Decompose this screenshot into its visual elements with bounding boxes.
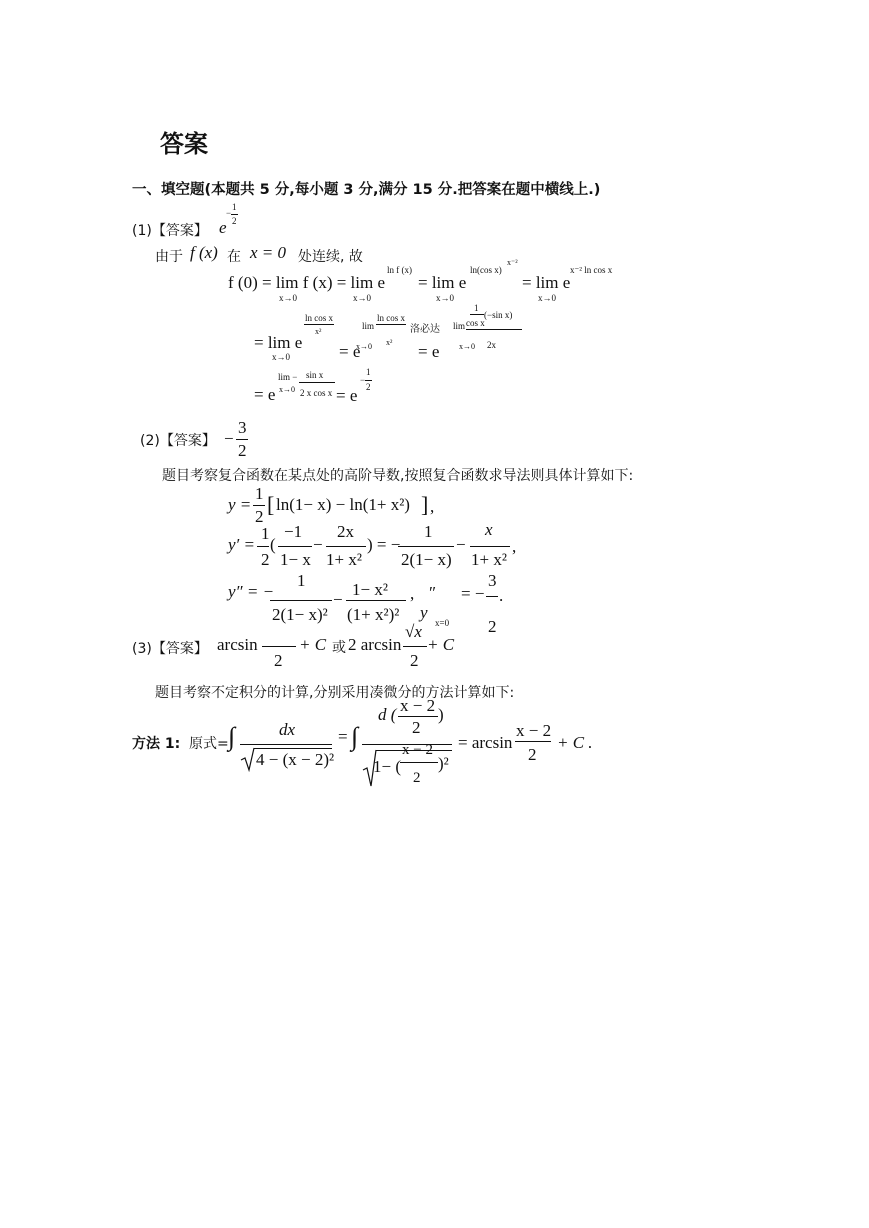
q2-l2-minus2: −: [456, 535, 466, 554]
q2-l2-f4-den: 1+ x²: [471, 550, 507, 569]
q3-int2: ∫: [351, 722, 359, 751]
q1-line1-sub-c: x→0: [436, 293, 454, 303]
q1-line3-eq: = e: [336, 386, 358, 405]
q1-line1-exp2: ln(cos x): [470, 265, 502, 275]
q3-ans-c2: + C: [427, 635, 455, 654]
q1-line3-exp-den: 2: [366, 382, 371, 392]
q2-l2-f2-den: 1+ x²: [326, 550, 362, 569]
q2-l1-body: ln(1− x) − ln(1+ x²): [276, 495, 410, 514]
q1-line3-lim: lim −: [278, 372, 298, 382]
q2-l3-f3-num: 3: [488, 571, 497, 590]
q1-line2-exp-den: x²: [315, 327, 322, 336]
q1-line3-lim-sub: x→0: [279, 385, 295, 394]
q1-line2-rule: 洛必达: [410, 324, 440, 335]
q2-l2-f2-num: 2x: [337, 522, 354, 541]
q1-line1-exp1: ln f (x): [387, 265, 412, 275]
q1-line2-frac-num: ln cos x: [377, 313, 405, 323]
q2-l1-lhs: y =: [228, 495, 252, 514]
q3-f2-num-d: d (: [378, 705, 397, 724]
q2-answer-sign: −: [224, 429, 234, 448]
q1-line3-exp: −: [360, 375, 366, 385]
q3-sqrt1-icon: [240, 746, 256, 772]
q1-line2-sub: x→0: [272, 352, 290, 362]
q1-line2-b-num-pre: 1: [474, 303, 479, 313]
q2-l2-f3-den: 2(1− x): [401, 550, 452, 569]
q2-l1-end: ,: [430, 497, 435, 516]
q1-line2-lim-b: lim: [453, 321, 466, 331]
q1-line1-sub-d: x→0: [538, 293, 556, 303]
q3-eq2: = arcsin: [458, 733, 513, 752]
q3-f2-num-close: ): [438, 705, 444, 724]
q3-f2-den-num: x − 2: [402, 742, 433, 758]
q1-line1-sub-a: x→0: [279, 293, 297, 303]
q1-line2-lim-sub-b: x→0: [459, 342, 475, 351]
q3-eq1: =: [338, 727, 348, 746]
q3-f2-num-inner-den: 2: [412, 718, 421, 737]
q2-l3-f2-den: (1+ x²)²: [347, 605, 400, 624]
q2-l3-f3-den: 2: [488, 617, 497, 636]
q2-l2-minus: −: [313, 535, 323, 554]
q1-line2-b-num-post: (−sin x): [484, 310, 513, 320]
q2-intro: 题目考察复合函数在某点处的高阶导数,按照复合函数求导法则具体计算如下:: [162, 468, 634, 484]
q3-f2-den-close: )²: [438, 754, 449, 773]
q2-l3-sub: x=0: [435, 618, 450, 628]
q2-l3-lhs: y″ = −: [228, 582, 275, 601]
q3-end: + C .: [557, 733, 593, 752]
q1-line2-exp-num: ln cos x: [305, 313, 333, 323]
q3-ans-c: + C: [299, 635, 327, 654]
q2-l3-prime: ″: [429, 583, 437, 602]
q3-ans-two: 2 arcsin: [348, 635, 402, 654]
q3-int1: ∫: [228, 722, 236, 751]
q2-l3-comma: ,: [410, 584, 415, 603]
q2-l1-rbracket: ]: [421, 492, 429, 517]
q1-line2-frac-den: x²: [386, 338, 393, 347]
q1-line3-frac-den: 2 x cos x: [300, 388, 333, 398]
q1-label: (1)【答案】: [132, 223, 208, 239]
q2-l3-end: .: [499, 586, 504, 605]
q1-line1-lhs: f (0) = lim f (x) = lim e: [228, 273, 386, 292]
q1-intro-pre: 由于: [155, 249, 183, 265]
q1-line1-mid: = lim e: [418, 273, 467, 292]
q3-ans-or: 或: [332, 640, 346, 656]
q3-f1-den: 4 − (x − 2)²: [256, 750, 335, 769]
q2-l2-f1-den: 1− x: [280, 550, 311, 569]
q2-l2-end: ,: [512, 537, 517, 556]
q2-l1-den: 2: [255, 507, 264, 526]
q3-method-text: 原式=: [189, 736, 229, 752]
q1-line3-lhs: = e: [254, 385, 276, 404]
q3-ans-den: 2: [274, 651, 283, 670]
q1-line2-lhs: = lim e: [254, 333, 303, 352]
q1-line1-sub-b: x→0: [353, 293, 371, 303]
q2-l3-y: y: [420, 603, 428, 622]
q1-line2-eq2: = e: [418, 342, 440, 361]
q1-line2-b-den: 2x: [487, 340, 496, 350]
q3-f3-num: x − 2: [516, 721, 552, 740]
q2-answer-num: 3: [238, 418, 247, 437]
q1-line2-lim-sub: x→0: [356, 342, 372, 351]
q2-l3-f1-den: 2(1− x)²: [272, 605, 328, 624]
q1-line3-exp-num: 1: [366, 367, 371, 377]
q3-ans-den2: 2: [410, 651, 419, 670]
q3-ans-sqrt: √x: [405, 622, 422, 641]
q2-l3-eq: = −: [461, 584, 485, 603]
q3-intro: 题目考察不定积分的计算,分别采用凑微分的方法计算如下:: [155, 685, 515, 701]
q1-intro-fx: f (x): [190, 243, 218, 262]
page-title: 答案: [160, 130, 208, 158]
q3-f3-den: 2: [528, 745, 537, 764]
q1-intro-x0: x = 0: [250, 243, 287, 262]
q3-ans-arcsin: arcsin: [217, 635, 258, 654]
q1-line3-frac-num: sin x: [306, 370, 324, 380]
q3-f2-num-inner-num: x − 2: [400, 696, 436, 715]
q3-method-label: 方法 1:: [132, 736, 181, 752]
q2-l3-f2-num: 1− x²: [352, 580, 388, 599]
q3-f1-num: dx: [279, 720, 296, 739]
q3-f2-den-pre: 1− (: [373, 757, 401, 776]
q1-answer-exp-den: 2: [232, 216, 237, 226]
q1-line1-exp2-pow: x⁻²: [507, 258, 518, 267]
q2-answer-den: 2: [238, 441, 247, 460]
q2-l2-f1-num: −1: [284, 522, 303, 541]
q2-l2-mid: ) = −: [367, 535, 401, 554]
q2-label: (2)【答案】: [140, 433, 216, 449]
q2-l2-num: 1: [261, 524, 270, 543]
q2-l2-open: (: [270, 535, 276, 554]
q1-line2-lim: lim: [362, 321, 375, 331]
q1-line2-eq: = e: [339, 342, 361, 361]
q2-l2-den: 2: [261, 550, 270, 569]
q2-l3-f1-num: 1: [297, 571, 306, 590]
q2-l3-minus: −: [333, 590, 343, 609]
q1-intro-post: 处连续, 故: [298, 249, 363, 265]
q1-line1-end: = lim e: [522, 273, 571, 292]
q2-l1-lbracket: [: [267, 492, 275, 517]
q2-l2-lhs: y′ =: [228, 535, 255, 554]
q1-line1-exp3: x⁻² ln cos x: [570, 265, 613, 275]
q3-label: (3)【答案】: [132, 641, 208, 657]
q1-answer-exp-num: 1: [232, 202, 237, 212]
q2-l2-f4-num: x: [485, 520, 493, 539]
q1-answer-base: e: [219, 218, 227, 237]
q1-line2-b-num-den: cos x: [466, 318, 485, 328]
q3-f2-den-den: 2: [413, 770, 421, 786]
section-heading: 一、填空题(本题共 5 分,每小题 3 分,满分 15 分.把答案在题中横线上.): [132, 182, 601, 198]
q1-intro-mid: 在: [227, 249, 241, 265]
q1-answer-exp-sign: −: [226, 208, 232, 218]
q2-l1-num: 1: [255, 484, 264, 503]
q2-l2-f3-num: 1: [424, 522, 433, 541]
